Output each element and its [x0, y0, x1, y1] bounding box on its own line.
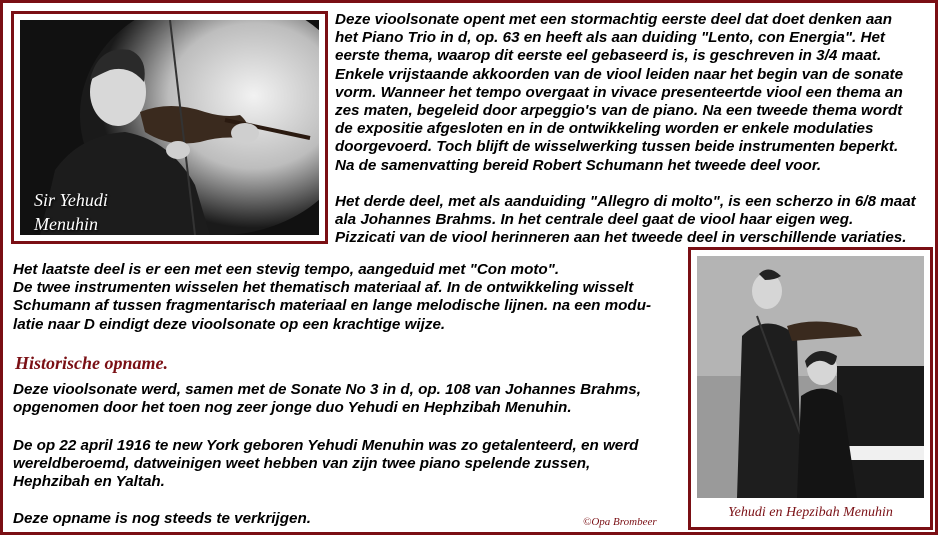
- copyright-note: ©Opa Brombeer: [583, 516, 657, 528]
- paragraph-third-movement: Het derde deel, met als aanduiding "Allegro di molto", is een scherzo in 6/8 maat ala Johannes Brahms. In het centrale deel gaat de viool haar eigen weg. Pizzicati van de viool herinneren aan het tweede deel in verschillende variaties.: [335, 193, 916, 247]
- duo-image: [697, 256, 924, 498]
- duo-photo-frame: [688, 247, 933, 530]
- paragraph-biography: De op 22 april 1916 te new York geboren Yehudi Menuhin was zo getalenteerd, en werd wereldberoemd, datweinigen weet hebben van zijn twee piano spelende zussen, Hephzibah en Yaltah.: [13, 437, 639, 491]
- portrait-caption: [34, 188, 108, 235]
- section-heading-historic-recording: Historische opname.: [15, 353, 169, 373]
- portrait-caption-line1: Sir Yehudi: [34, 190, 108, 210]
- menuhin-violin-photo: [20, 20, 319, 235]
- menuhin-portrait-frame: [11, 11, 328, 244]
- paragraph-last-movement: Het laatste deel is er een met een stevig tempo, aangeduid met "Con moto". De twee instrumenten wisselen het thematisch materiaal af. In de ontwikkeling wisselt Schumann af tussen fragmentarisch materiaal en lange melodische lijnen. na een modu- latie naar D eindigt deze vioolsonate op een krachtige wijze.: [13, 261, 652, 333]
- paragraph-recording: Deze vioolsonate werd, samen met de Sonate No 3 in d, op. 108 van Johannes Brahms, opgenomen door het toen nog zeer jonge duo Yehudi en Hephzibah Menuhin.: [13, 381, 641, 417]
- menuhin-duo-photo: [697, 256, 924, 498]
- duo-caption: Yehudi en Hepzibah Menuhin: [728, 505, 893, 520]
- paragraph-first-movement: Deze vioolsonate opent met een stormachtig eerste deel dat doet denken aan het Piano Trio in d, op. 63 en heeft als aan duiding "Lento, con Energia". Het eerste thema, waarop dit eerste eel gebaseerd is, is geschreven in 3/4 maat. Enkele vrijstaande akkoorden van de viool leiden naar het begin van de sonate vorm. Wanneer het tempo overgaat in vivace presenteertde viool een thema an zes maten, begeleid door arpeggio's van de piano. Na een tweede thema wordt de expositie afgesloten en in de ontwikkeling worden er enkele modulaties doorgevoerd. Toch blijft de wisselwerking tussen beide instrumenten beperkt. Na de samenvatting bereid Robert Schumann het tweede deel voor.: [335, 11, 904, 174]
- portrait-caption-line2: Menuhin: [34, 214, 98, 234]
- paragraph-availability: Deze opname is nog steeds te verkrijgen.: [13, 510, 311, 527]
